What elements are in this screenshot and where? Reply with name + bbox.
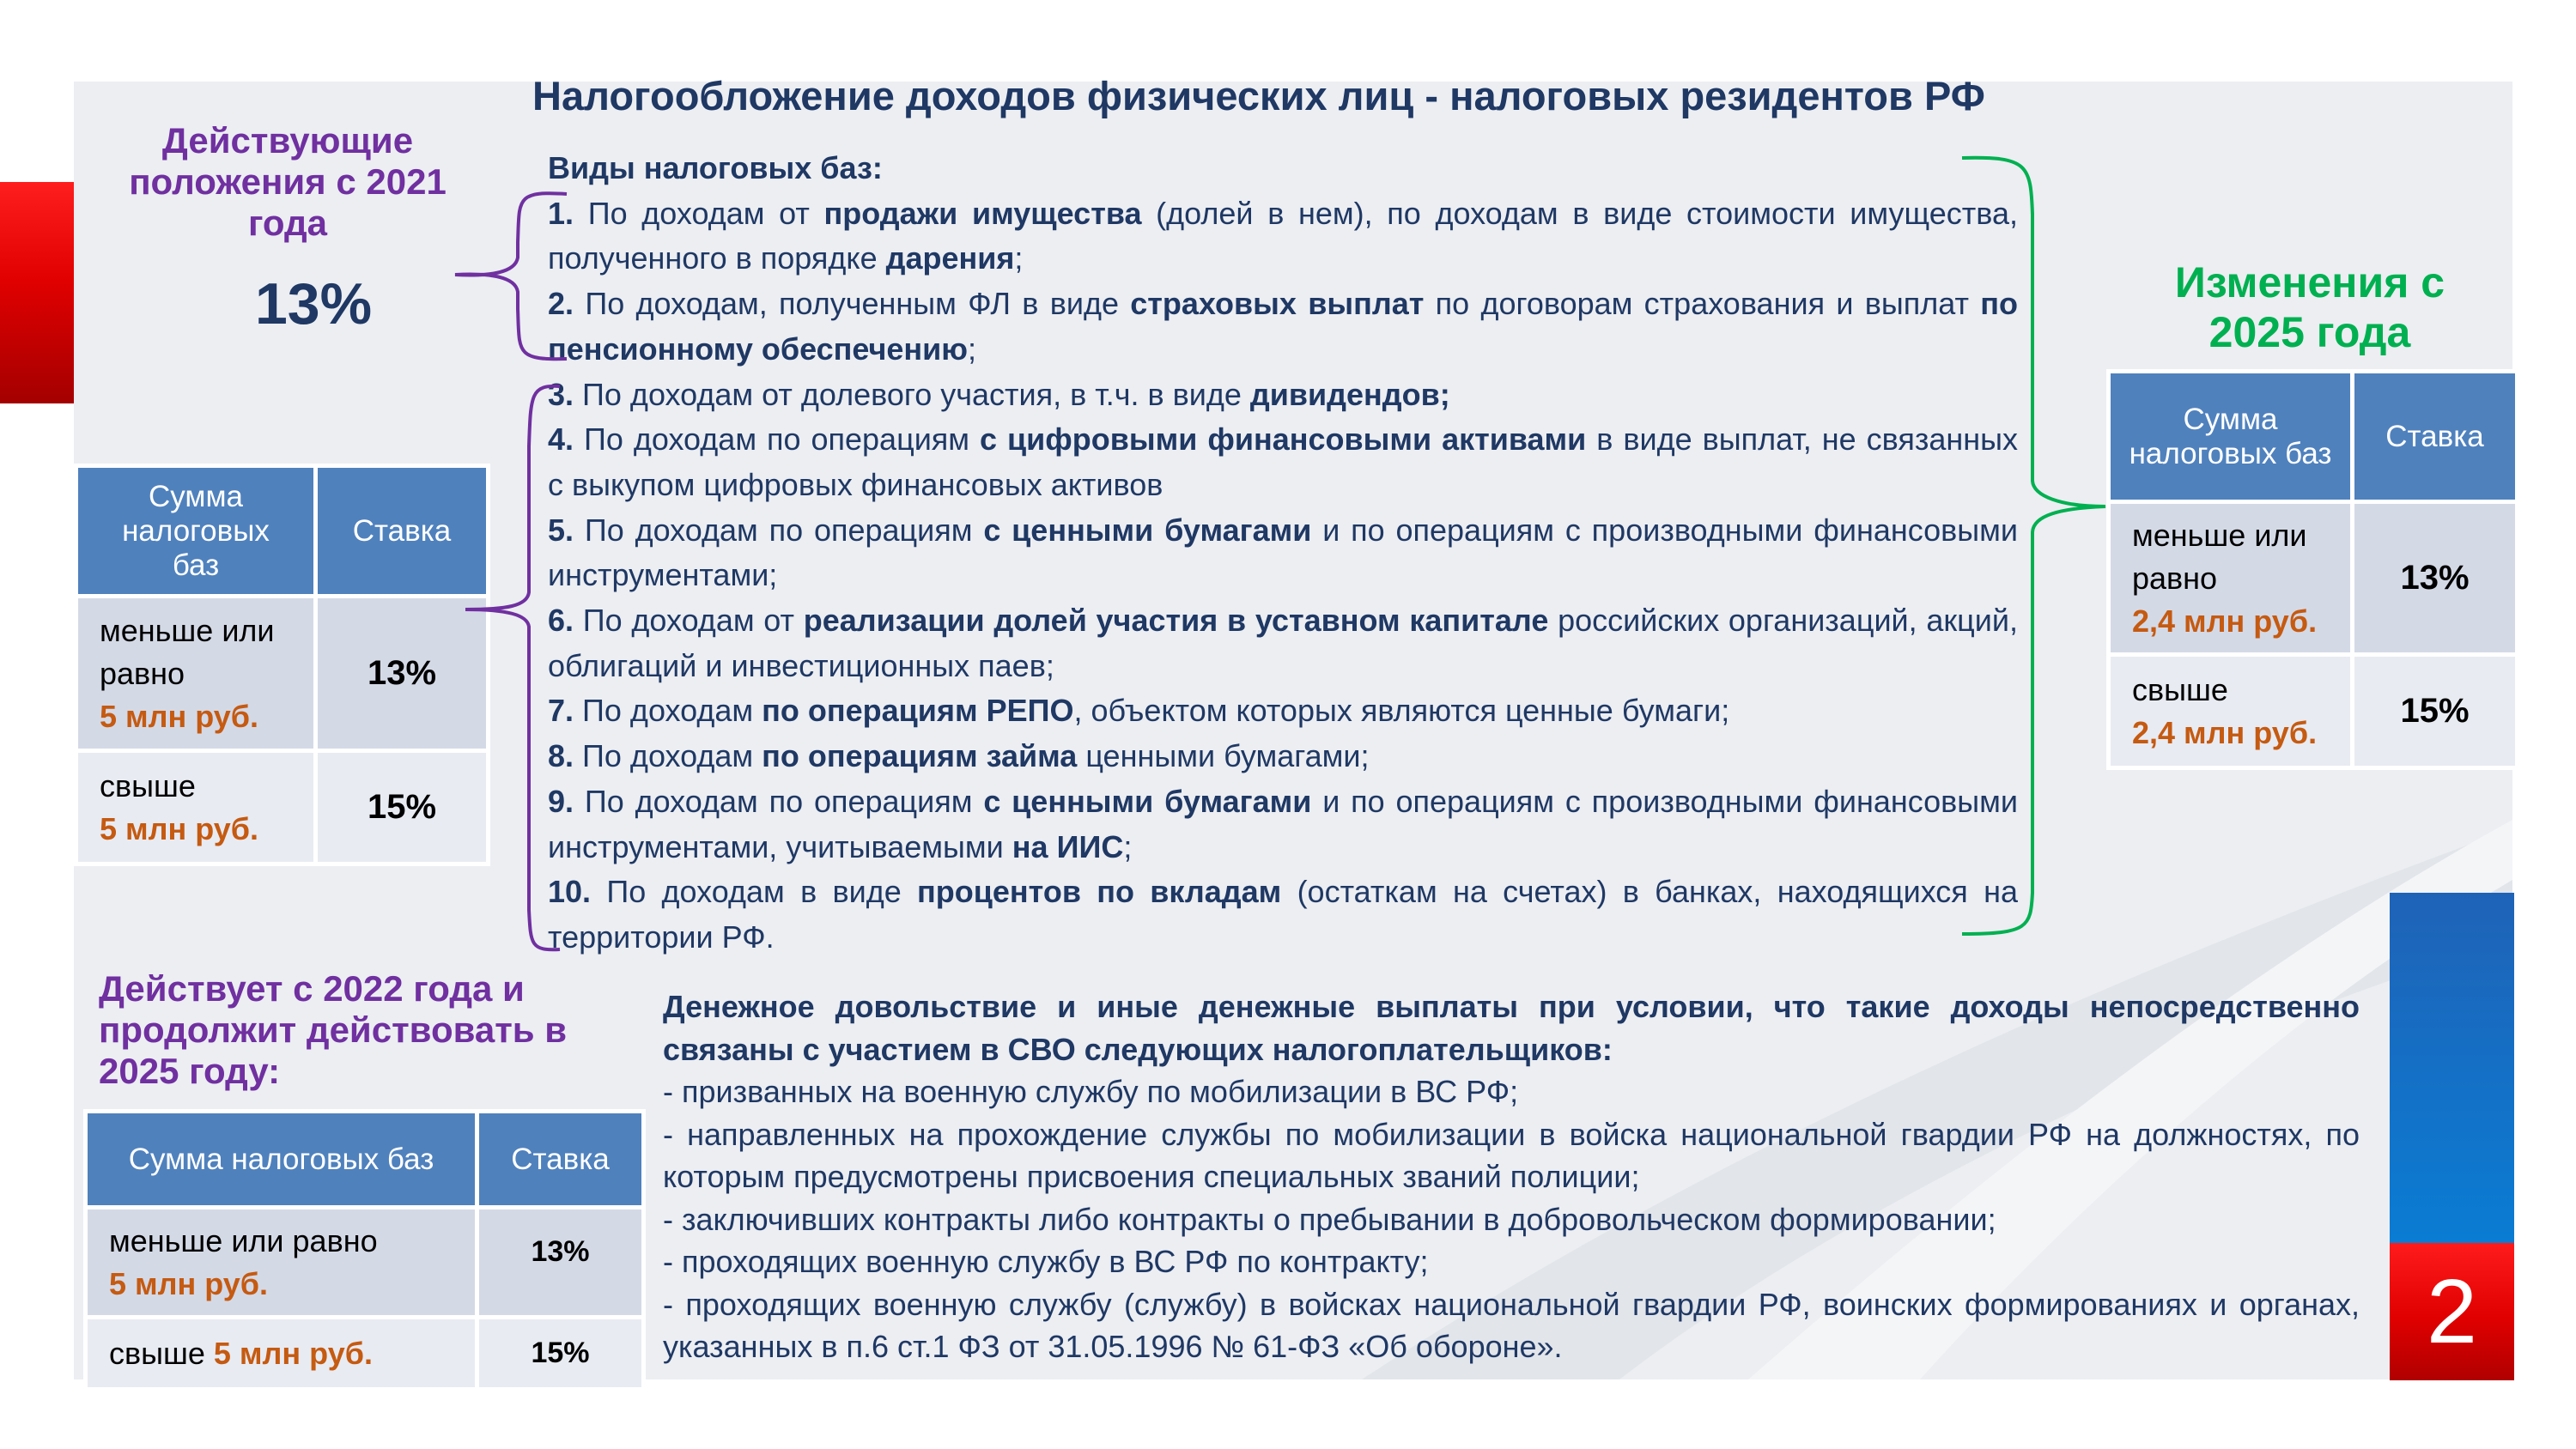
table-header-rate: Ставка [477,1112,644,1208]
current-rate: 13% [254,271,373,336]
table-header-sum: Сумма налоговых баз [2109,372,2353,502]
row-rate: 15% [316,751,489,864]
list-item: - проходящих военную службу (службу) в войсках национальной гвардии РФ, воинских формированиях и органах, указанных в п.6 ст.1 ФЗ от 31.05.1996 № 61-ФЗ «Об обороне». [663,1286,2360,1364]
green-brace [1962,158,2105,934]
row-label: свыше [100,767,196,803]
row-amount: 5 млн руб. [100,698,259,734]
table-header-rate: Ставка [316,466,489,597]
list-item: - заключивших контракты либо контракты о пребывании в добровольческом формировании; [663,1201,1996,1237]
list-item: 9. По доходам по операциям с ценными бумагами и по операциям с производными финансовыми инструментами, учитываемыми на ИИС; [548,783,2019,864]
list-item: 3. По доходам от долевого участия, в т.ч. в виде дивидендов; [548,376,1450,412]
row-label: меньше или равно [2132,517,2307,596]
page-number: 2 [2390,1243,2514,1380]
purple-brace-lower [465,386,560,949]
list-item: 7. По доходам по операциям РЕПО, объектом которых являются ценные бумаги; [548,693,1730,729]
row-label: меньше или равно [109,1222,378,1258]
tax-bases-heading: Виды налоговых баз: [548,150,883,185]
list-item: 8. По доходам по операциям займа ценными бумагами; [548,738,1370,774]
table-header-rate: Ставка [2353,372,2518,502]
table-header-sum: Сумма налоговых баз [76,466,316,597]
row-rate: 13% [2353,502,2518,655]
list-item: - призванных на военную службу по мобилизации в ВС РФ; [663,1074,1519,1109]
row-rate: 15% [2353,655,2518,768]
row-rate: 13% [316,597,489,751]
current-rules-heading: Действующие положения с 2021 года [129,120,447,243]
list-item: - проходящих военную службу в ВС РФ по контракту; [663,1244,1429,1279]
page-title: Налогообложение доходов физических лиц - налоговых резидентов РФ [532,73,1985,118]
list-item: 6. По доходам от реализации долей участия в уставном капитале российских организаций, акций, облигаций и инвестиционных паев; [548,603,2019,683]
list-item: 1. По доходам от продажи имущества (долей в нем), по доходам в виде стоимости имущества, полученного в порядке дарения; [548,195,2019,276]
list-item: 4. По доходам по операциям с цифровыми финансовыми активами в виде выплат, не связанных с выкупом цифровых финансовых активов [548,421,2019,502]
row-label: меньше или равно [100,612,275,691]
svo-lead: Денежное довольствие и иные денежные выплаты при условии, что такие доходы непосредственно связаны с участием в СВО следующих налогоплательщиков: [663,989,2360,1067]
row-amount: 5 млн руб. [213,1335,373,1371]
row-label: свыше [2132,671,2228,707]
row-amount: 2,4 млн руб. [2132,714,2318,750]
row-amount: 5 млн руб. [109,1265,269,1301]
row-amount: 2,4 млн руб. [2132,603,2318,639]
list-item: 2. По доходам, полученным ФЛ в виде страховых выплат по договорам страхования и выплат по пенсионному обеспечению; [548,286,2018,367]
list-item: 10. По доходам в виде процентов по вкладам (остаткам на счетах) в банках, находящихся на территории РФ. [548,874,2018,955]
row-rate: 13% [477,1208,644,1318]
row-amount: 5 млн руб. [100,810,259,846]
changes-2025-heading: Изменения с 2025 года [2174,258,2445,356]
list-item: - направленных на прохождение службы по мобилизации в войска национальной гвардии РФ на должностях, по которым предусмотрены присвоения специальных званий полиции; [663,1116,2360,1194]
row-label: свыше [109,1335,214,1371]
rules-2022-heading: Действует с 2022 года и продолжит действовать в 2025 году: [99,968,568,1091]
row-rate: 15% [477,1318,644,1390]
purple-brace-upper [455,193,567,359]
list-item: 5. По доходам по операциям с ценными бумагами и по операциям с производными финансовыми инструментами; [548,512,2019,593]
table-header-sum: Сумма налоговых баз [86,1112,477,1208]
